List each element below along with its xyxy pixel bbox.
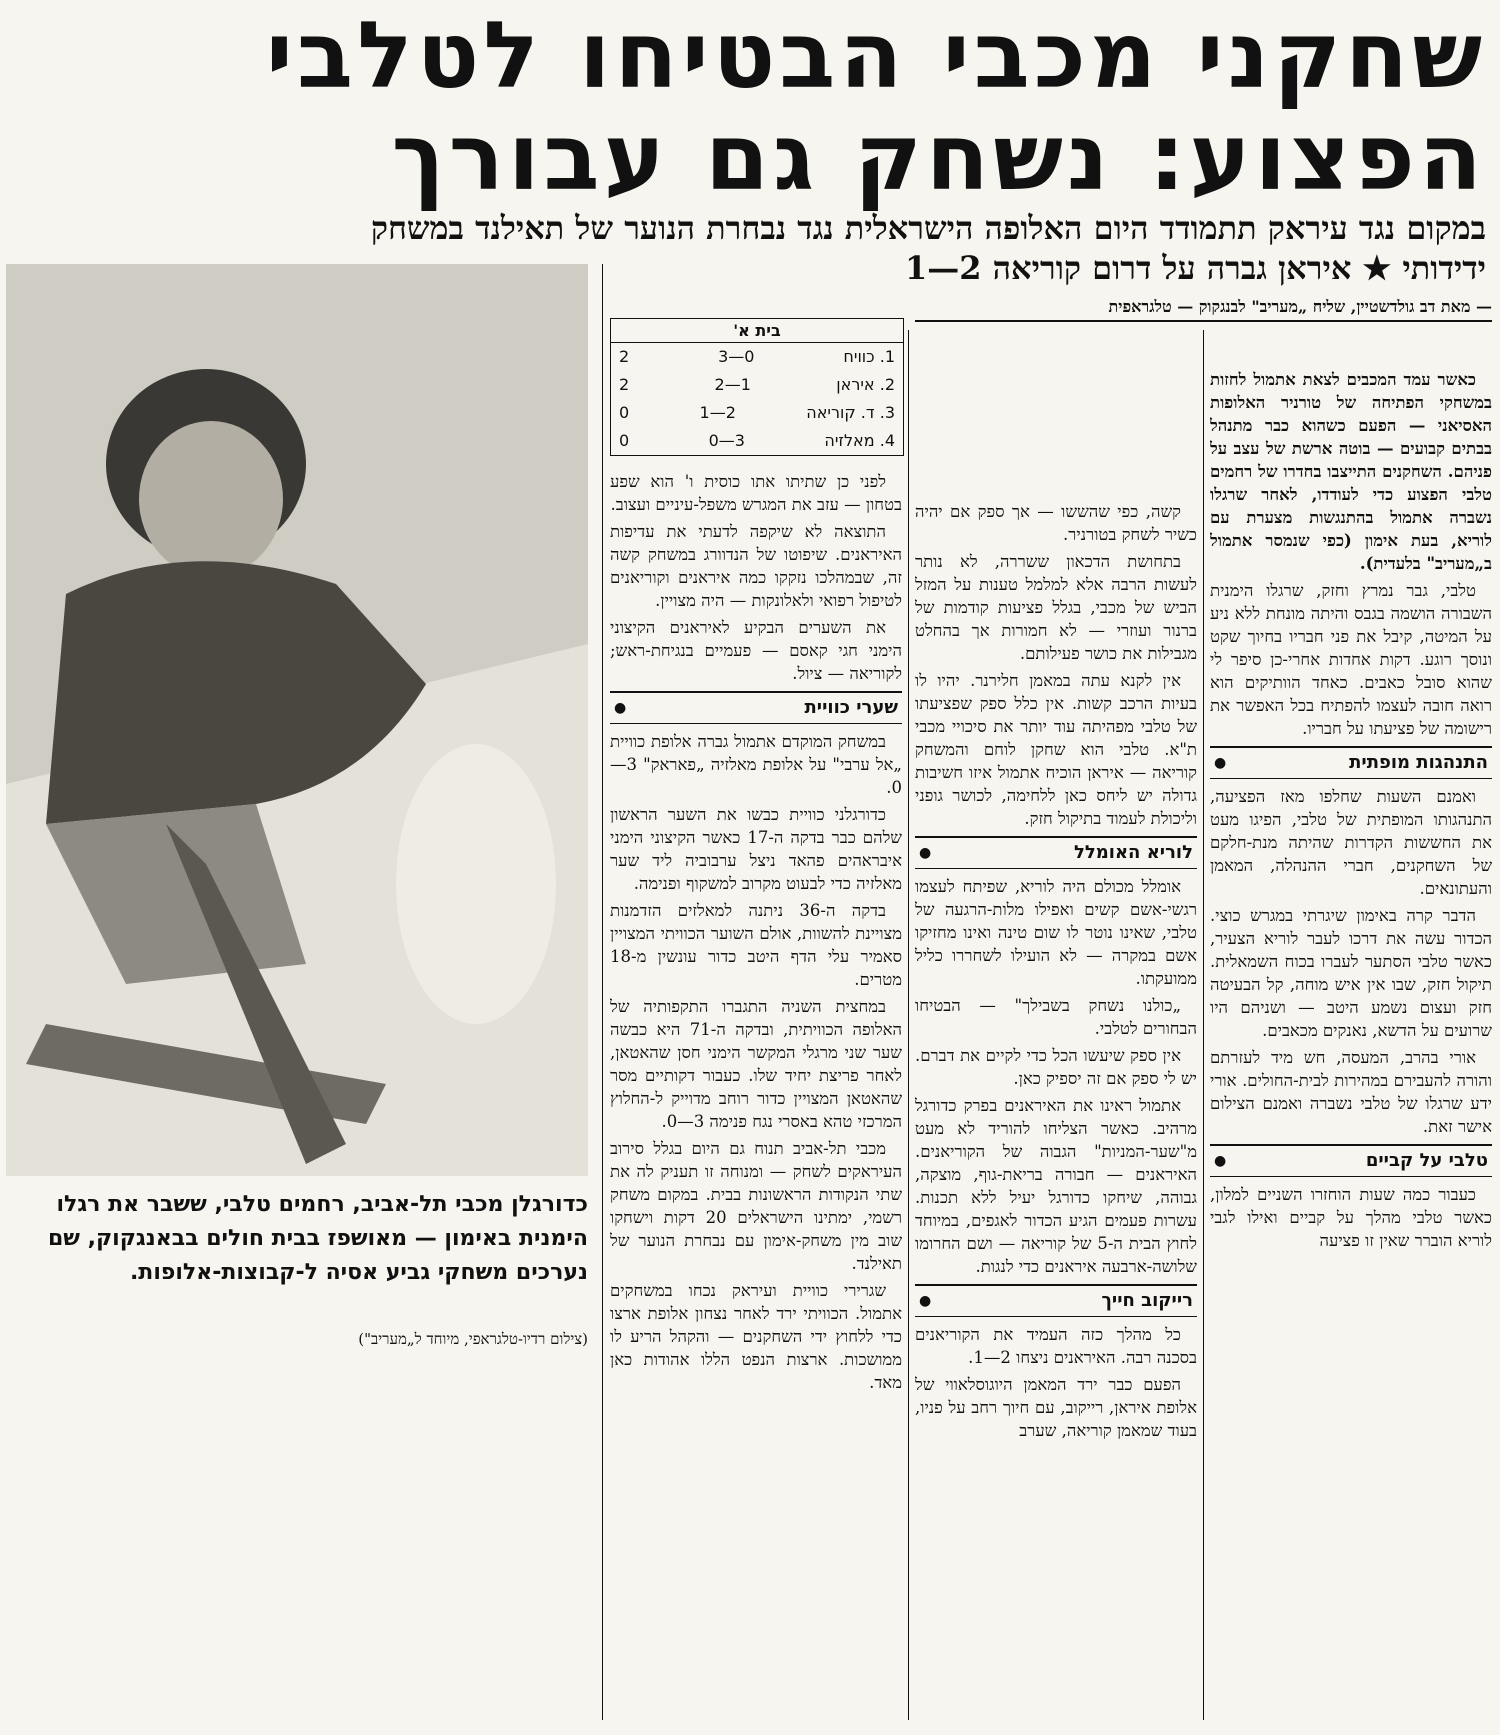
column-divider	[908, 330, 909, 1720]
paragraph: במשחק המוקדם אתמול גברה אלופת כוויית „אל ערבי" על אלופת מאלזיה „פאראק" 3—0.	[610, 732, 902, 797]
paragraph: התוצאה לא שיקפה לדעתי את עדיפות האיראנים. שיפוטו של הנדוורג במשחק קשה זה, שבמהלכו נזקקו כמה איראנים וקוריאנים לטיפול רפואי ולאלונקות — היה מצויין.	[610, 522, 902, 610]
bullet-icon: ●	[919, 845, 932, 861]
byline-rule	[915, 320, 1492, 322]
paragraph: כעבור כמה שעות הוחזרו השניים למלון, כאשר טלבי מהלך על קביים ואילו לגבי לוריא הוברר שאין זו פציעה	[1210, 1185, 1492, 1250]
standings-row	[611, 371, 903, 399]
bullet-icon: ●	[1214, 1153, 1227, 1169]
paragraph: הפעם כבר ירד המאמן היוגוסלאווי של אלופת איראן, רייקוב, עם חיוך רחב על פניו, בעוד שמאמן קוריאה, שערב	[915, 1375, 1197, 1440]
column-divider	[602, 264, 603, 1720]
article-column-2	[915, 500, 1197, 1732]
team: כוויח	[843, 347, 875, 366]
byline: — מאת דב גולדשטיין, שליח „מעריב" לבנגקוק — טלגראפית	[1108, 297, 1492, 316]
photo-illustration	[6, 264, 588, 1176]
rank: 2.	[879, 375, 895, 394]
subheadline-line-2: ידידותי ★ איראן גברה על דרום קוריאה 2—1	[904, 249, 1486, 287]
standings-table	[610, 318, 904, 456]
team: מאלזיה	[824, 431, 875, 450]
paragraph: בתחושת הדכאון ששררה, לא נותר לעשות הרבה אלא למלמל טענות על המזל הביש של מכבי, בגלל פציעות קודמות של ברנור ועוזרי — לא חמורות אך בהחלט מגבילות את כושר פעילותם.	[915, 552, 1197, 663]
photo-credit: (צילום רדיו-טלגראפי, מיוחד ל„מעריב")	[358, 1330, 588, 1348]
bullet-icon: ●	[614, 700, 627, 716]
standings-row	[611, 427, 903, 455]
score: 1—2	[714, 375, 751, 394]
paragraph: אומלל מכולם היה לוריא, שפיתח לעצמו רגשי-אשם קשים ואפילו מלות-הרגעה של טלבי, שאינו נוטר לו שום טינה ואינו מחזיקו אשם במקרה — לא הועילו לשחררו כליל ממועקתו.	[915, 877, 1197, 988]
paragraph: את השערים הבקיע לאיראנים הקיצוני הימני חגי קאסם — פעמיים בנגיחת-ראש; לקוריאה — ציול.	[610, 618, 902, 683]
section-heading	[1210, 746, 1492, 779]
news-photo	[6, 264, 588, 1176]
standings-row	[611, 399, 903, 427]
rank: 3.	[879, 403, 895, 422]
rank: 1.	[879, 347, 895, 366]
paragraph: הדבר קרה באימון שיגרתי במגרש כוצי. הכדור עשה את דרכו לעבר לוריא הצעיר, כאשר טלבי הסתער לעברו בכוח השמאלית. תיקול חזק, שבו אין איש מוחה, קל הבעיטה חזק ועצום נשמע היטב — ושניהם היו שרועים על הדשא, נאנקים מכאבים.	[1210, 906, 1492, 1040]
section-heading	[610, 691, 902, 724]
points: 2	[619, 375, 630, 394]
paragraph: טלבי, גבר נמרץ וחזק, שרגלו הימנית השבורה הושמה בגבס והיתה מונחת ללא ניע על המיטה, קיבל את פני חבריו בחיוך שקט ונוסך רוגע. דקות אחדות אחרי-כן סיפר לי שהוא סובל כאבים. כאחד הוותיקים הוא רואה חובה לעצמו להפתיח בכל האפשר את רישומה של פציעתו על חבריו.	[1210, 581, 1492, 738]
section-heading-text: התנהגות מופתית	[1349, 752, 1488, 773]
section-heading-text: רייקוב חייך	[1101, 1290, 1193, 1311]
paragraph: אין לקנא עתה במאמן חלירנר. יהיו לו בעיות הרכב קשות. אין כלל ספק שפציעתו של טלבי מפהיתה עוד יותר את סיכויי מכבי ת"א. טלבי הוא שחקן לוחם והמשחק קוריאה — איראן הוכיח אתמול איזו חשיבות גדולה יש ליחס כאן ללחימה, לכושר גופני וליכולת לעמוד בתיקול חזק.	[915, 671, 1197, 828]
points: 0	[619, 431, 630, 450]
paragraph: „כולנו נשחק בשבילך" — הבטיחו הבחורים לטלבי.	[915, 996, 1197, 1038]
headline-line-1: שחקני מכבי הבטיחו לטלבי	[265, 2, 1486, 109]
paragraph: בדקה ה-36 ניתנה למאלזים הזדמנות מצויינת להשוות, אולם השוער הכוויתי המצויין סאמיר עלי הדף היטב כדור עונשין מ-18 מטרים.	[610, 901, 902, 989]
article-column-3	[610, 470, 902, 1732]
score: 0—3	[718, 347, 755, 366]
column-divider	[1203, 330, 1204, 1720]
score: 2—1	[699, 403, 736, 422]
team: ד. קוריאה	[806, 403, 875, 422]
bullet-icon: ●	[919, 1293, 932, 1309]
paragraph: במחצית השניה התגברו התקפותיה של האלופה הכוויתית, ובדקה ה-71 היא כבשה שער שני מרגלי המקשר הימני חסן שהאטאן, לאחר פריצת יחיד שלו. כעבור דקותיים מסר שהאטאן המצויין כדור רוחב מדוייק ל-החלוץ המרכזי טהא באסרי נגח פנימה 3—0.	[610, 997, 902, 1131]
standings-row	[611, 343, 903, 371]
paragraph: קשה, כפי שהששו — אך ספק אם יהיה כשיר לשחק בטורניר.	[915, 502, 1197, 544]
section-heading	[1210, 1144, 1492, 1177]
section-heading-text: לוריא האומלל	[1073, 842, 1193, 863]
paragraph: כאשר עמד המכבים לצאת אתמול לחזות במשחקי הפתיחה של טורניר האלופות האסיאני — הפעם כשהוא כבר מתנהל בבתים קבועים — בוטה ארשת של עצב על פניהם. השחקנים התייצבו בחדרו של רחמים טלבי הפצוע כדי לעודדו, לאחר שרגלו נשברה אתמול בהתנגשות מצערת עם לוריא, בעת אימון (כפי שנמסר אתמול ב„מעריב" בלעדית).	[1210, 370, 1492, 573]
points: 0	[619, 403, 630, 422]
standings-title: בית א'	[611, 319, 903, 343]
paragraph: אתמול ראינו את האיראנים בפרק כדורגל מרהיב. כאשר הצליחו להוריד לא מעט מ"שער-המניות" הגבוה של הקוריאנים. האיראנים — חבורה בריאת-גוף, מוצקה, גבוהה, שיחקו כדורגל יעיל ללא תכנות. עשרות פעמים הגיע הכדור לאגפים, במיוחד לחוץ הבית ה-5 של קוריאה — ושם החרומו שלושה-ארבעה איראנים כדי לנגות.	[915, 1096, 1197, 1276]
paragraph: ואמנם השעות שחלפו מאז הפציעה, התנהגותו המופתית של טלבי, הפיגו מעט את החששות הקדרות שהיתה מנת-חלקם של השחקנים, חברי ההנהלה, המאמן והעתונאים.	[1210, 787, 1492, 898]
section-heading	[915, 1284, 1197, 1317]
section-heading	[915, 836, 1197, 869]
paragraph: כל מהלך כזה העמיד את הקוריאנים בסכנה רבה. האיראנים ניצחו 2—1.	[915, 1325, 1197, 1367]
section-heading-text: שערי כוויית	[804, 697, 898, 718]
paragraph: אין ספק שיעשו הכל כדי לקיים את דברם. יש לי ספק אם זה יספיק כאן.	[915, 1046, 1197, 1088]
points: 2	[619, 347, 630, 366]
article-column-1	[1210, 368, 1492, 1598]
score: 3—0	[708, 431, 745, 450]
section-heading-text: טלבי על קביים	[1365, 1150, 1488, 1171]
photo-caption: כדורגלן מכבי תל-אביב, רחמים טלבי, ששבר את רגלו הימנית באימון — מאושפז בבית חולים בבאנגקוק, שם נערכים משחקי גביע אסיה ל-קבוצות-אלופות.	[47, 1192, 588, 1285]
subheadline-line-1: במקום נגד עיראק תתמודד היום האלופה הישראלית נגד נבחרת הנוער של תאילנד במשחק	[370, 209, 1486, 247]
paragraph: אורי בהרב, המעסה, חש מיד לעזרתם והורה להעבירם במהירות לבית-החולים. אורי ידע שרגלו של טלבי נשברה ואמנם הצילום אישר זאת.	[1210, 1048, 1492, 1136]
bullet-icon: ●	[1214, 755, 1227, 771]
paragraph: כדורגלני כוויית כבשו את השער הראשון שלהם כבר בדקה ה-17 כאשר הקיצוני הימני איבראהים פהאד ניצל ערבוביה ליד שער מאלזיה כדי לבעוט מקרוב למשקוף ופנימה.	[610, 805, 902, 893]
team: איראן	[836, 375, 875, 394]
paragraph: לפני כן שתיתו אתו כוסית ו' הוא שפע בטחון — עזב את המגרש משפל-עיניים ועצוב.	[610, 472, 902, 514]
headline-line-2: הפצוע: נשחק גם עבורך	[391, 104, 1486, 211]
rank: 4.	[879, 431, 895, 450]
paragraph: מכבי תל-אביב תנוח גם היום בגלל סירוב העיראקים לשחק — ומנוחה זו תעניק לה את שתי הנקודות הראשונות בבית. במקום משחק רשמי, ימתינו הישראלים 20 דקות וישחקו שוב מין משחק-אימון עם נבחרת הנוער של תאילנד.	[610, 1139, 902, 1273]
paragraph: שגרירי כוויית ועיראק נכחו במשחקים אתמול. הכוויתי ירד לאחר נצחון אלופת ארצו כדי ללחוץ ידי השחקנים — והקהל הריע לו ממושכות. ארצות הנפט הללו אהודות כאן מאד.	[610, 1281, 902, 1392]
